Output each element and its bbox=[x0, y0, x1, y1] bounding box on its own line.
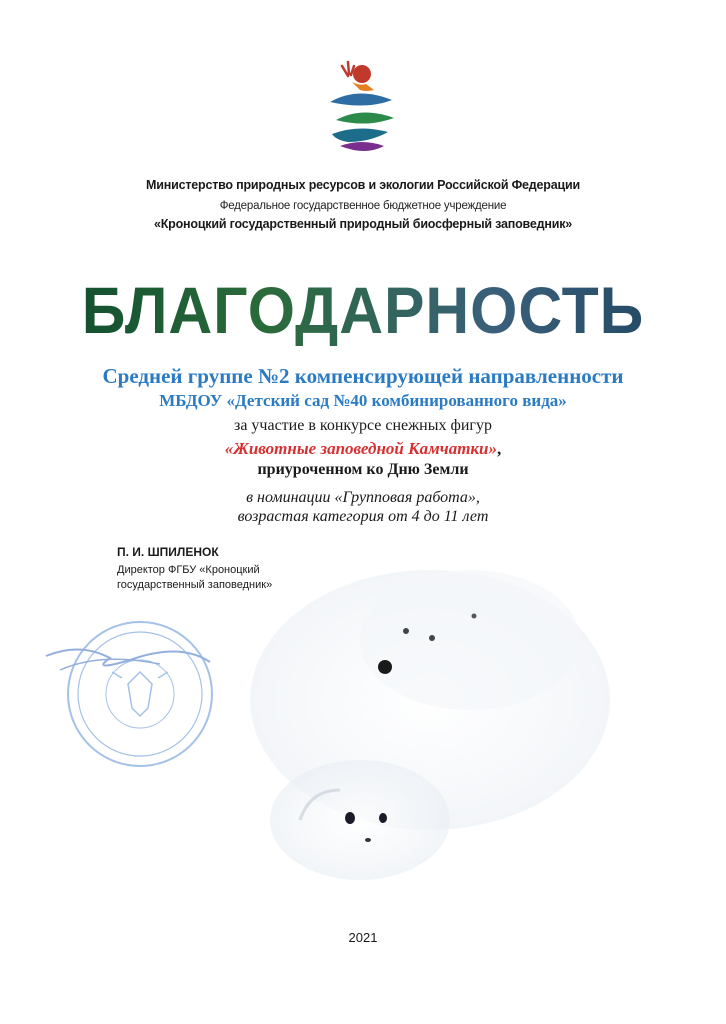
signatory-name: П. И. ШПИЛЕНОК bbox=[117, 545, 219, 559]
signatory-position bbox=[117, 563, 272, 593]
reason-text: за участие в конкурсе снежных фигур bbox=[234, 417, 492, 434]
recipient-line-1: Средней группе №2 компенсирующей направленности bbox=[102, 364, 624, 388]
contest-line bbox=[0, 439, 726, 459]
signatory-position-line-2: государственный заповедник» bbox=[117, 579, 273, 591]
issue-year: 2021 bbox=[348, 930, 378, 945]
ministry-name: Министерство природных ресурсов и экологии Российской Федерации bbox=[146, 178, 580, 192]
contest-name: «Животные заповедной Камчатки» bbox=[224, 439, 497, 458]
official-stamp bbox=[40, 612, 230, 772]
institution-name: «Кроноцкий государственный природный биосферный заповедник» bbox=[153, 217, 573, 231]
signatory-block bbox=[117, 545, 272, 593]
occasion-text: приуроченном ко Дню Земли bbox=[257, 461, 469, 478]
recipient-line-2: МБДОУ «Детский сад №40 комбинированного вида» bbox=[159, 391, 567, 410]
contest-comma: , bbox=[497, 439, 502, 458]
reserve-logo bbox=[322, 60, 400, 164]
signatory-position-line-1: Директор ФГБУ «Кроноцкий bbox=[117, 564, 260, 576]
age-category-text: возрастая категория от 4 до 11 лет bbox=[237, 508, 489, 525]
certificate-title: БЛАГОДАРНОСТЬ bbox=[29, 272, 697, 348]
institution-type: Федеральное государственное бюджетное учреждение bbox=[219, 200, 507, 212]
nomination-text: в номинации «Групповая работа», bbox=[246, 489, 480, 506]
